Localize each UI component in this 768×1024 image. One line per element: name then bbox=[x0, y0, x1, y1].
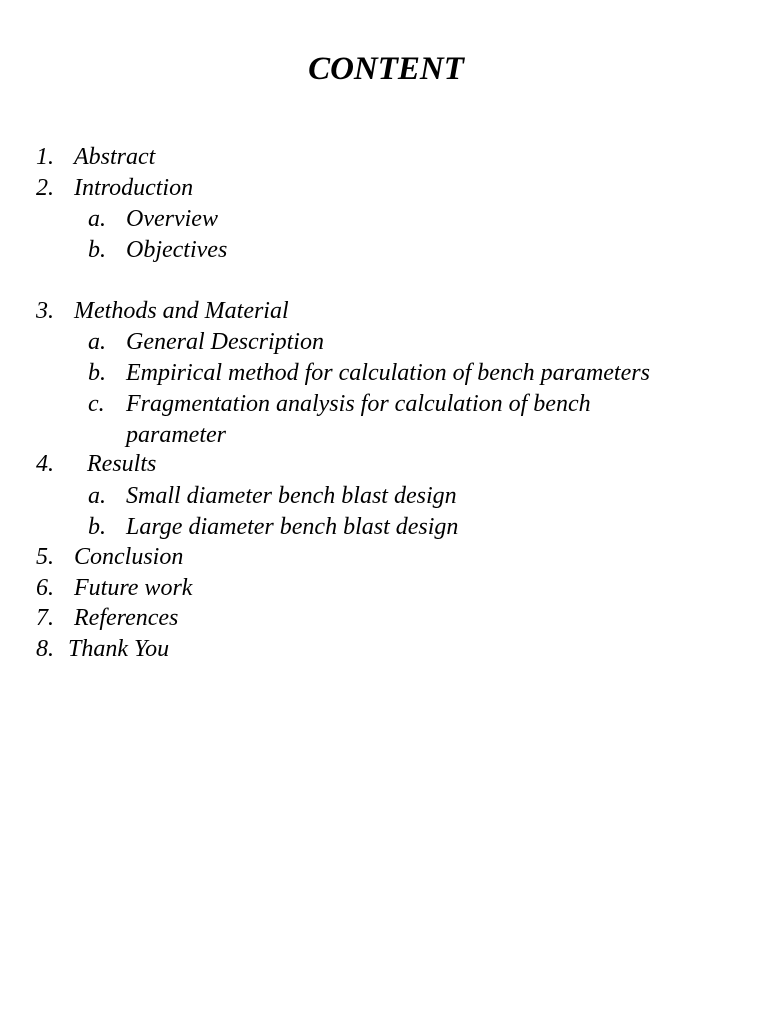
toc-item-label: Conclusion bbox=[74, 544, 184, 570]
page-title: CONTENT bbox=[308, 51, 464, 87]
toc-item-number: 2. bbox=[36, 175, 54, 201]
toc-subitem-label: General Description bbox=[126, 329, 324, 355]
toc-subitem-letter: a. bbox=[88, 329, 106, 355]
toc-subitem-label: Overview bbox=[126, 206, 218, 232]
toc-subitem-label: Empirical method for calculation of bench parameters bbox=[126, 360, 650, 386]
toc-item-label: Abstract bbox=[74, 144, 156, 170]
toc-item-label: Results bbox=[87, 451, 157, 477]
toc-subitem-label-continued: parameter bbox=[126, 422, 226, 448]
toc-subitem-letter: b. bbox=[88, 237, 106, 263]
toc-item-number: 7. bbox=[36, 605, 54, 631]
toc-subitem-label: Large diameter bench blast design bbox=[126, 514, 459, 540]
toc-subitem-label: Fragmentation analysis for calculation of bench bbox=[126, 391, 591, 417]
toc-item-number: 5. bbox=[36, 544, 54, 570]
toc-item-label: Methods and Material bbox=[74, 298, 289, 324]
toc-item-number: 4. bbox=[36, 451, 54, 477]
toc-item-number: 8. bbox=[36, 636, 54, 662]
toc-item-label: Thank You bbox=[68, 636, 170, 662]
toc-subitem-letter: b. bbox=[88, 514, 106, 540]
toc-subitem-label: Objectives bbox=[126, 237, 228, 263]
toc-subitem-letter: a. bbox=[88, 483, 106, 509]
toc-item-number: 1. bbox=[36, 144, 54, 170]
toc-item-label: References bbox=[74, 605, 179, 631]
toc-item-number: 6. bbox=[36, 575, 54, 601]
toc-subitem-letter: b. bbox=[88, 360, 106, 386]
toc-item-label: Future work bbox=[74, 575, 193, 601]
toc-item-label: Introduction bbox=[74, 175, 194, 201]
toc-subitem-letter: c. bbox=[88, 391, 105, 417]
toc-item-number: 3. bbox=[36, 298, 54, 324]
toc-subitem-label: Small diameter bench blast design bbox=[126, 483, 457, 509]
toc-subitem-letter: a. bbox=[88, 206, 106, 232]
